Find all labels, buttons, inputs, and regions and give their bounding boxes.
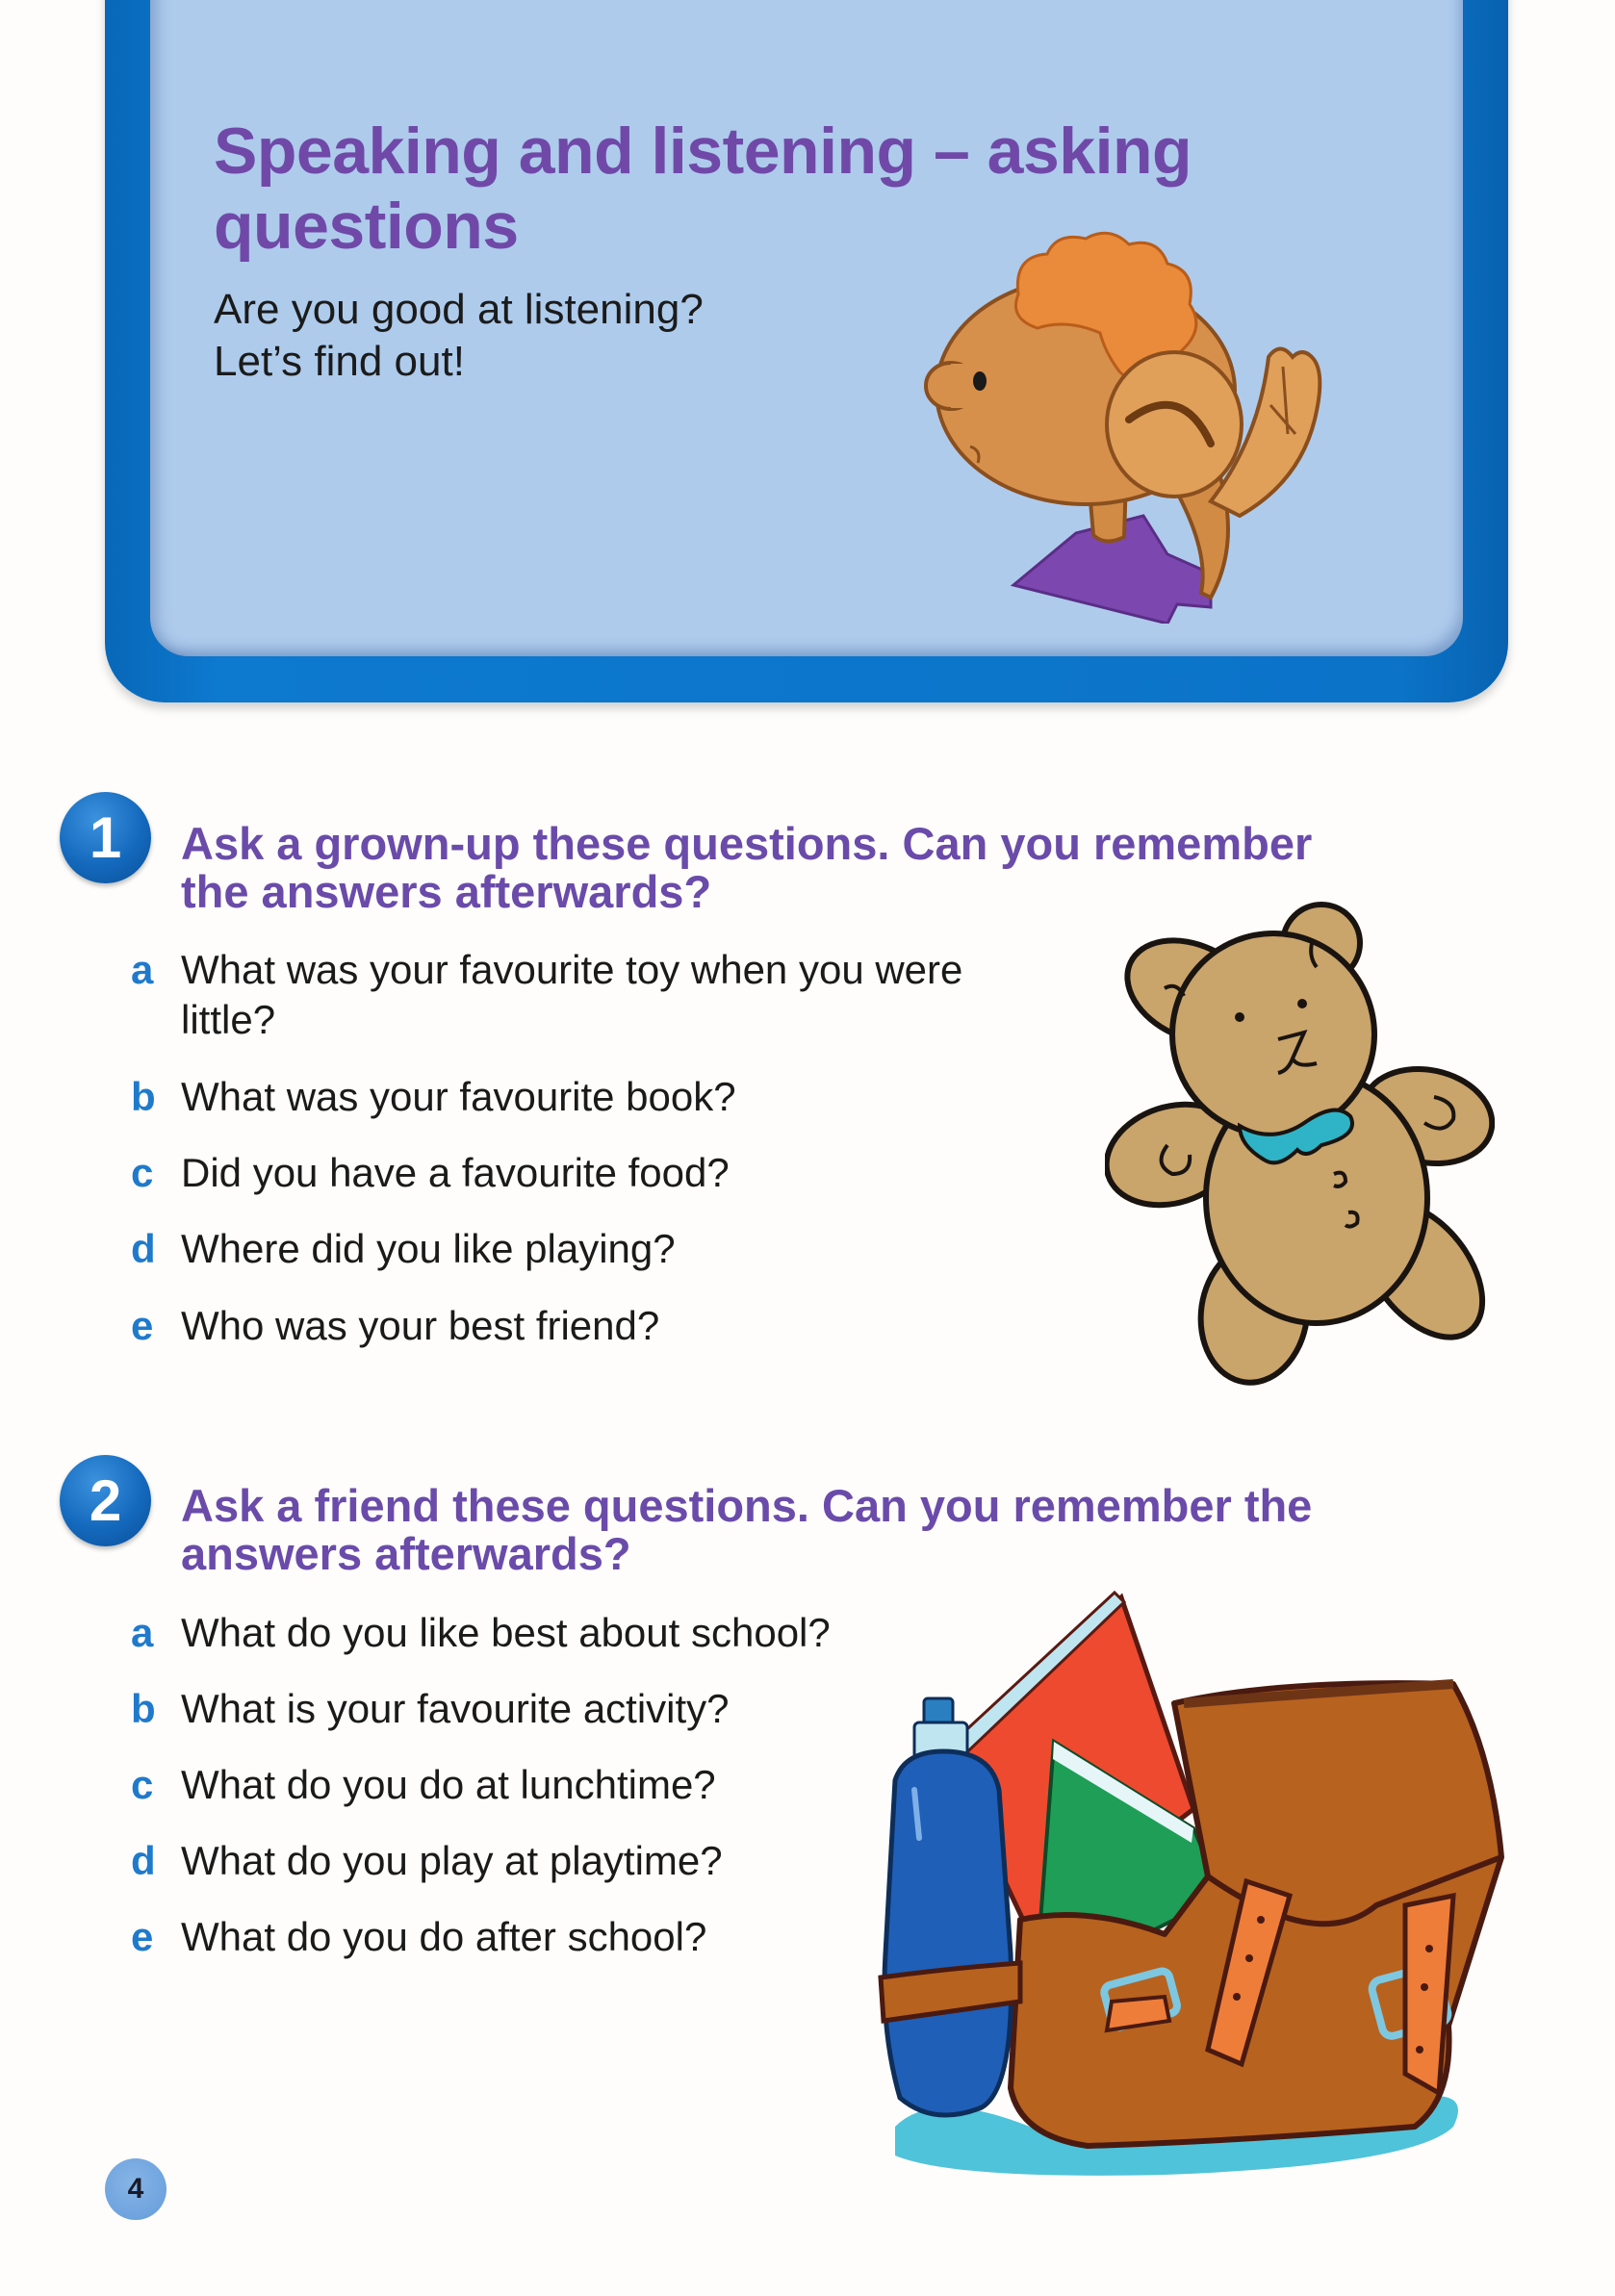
question-item <box>131 1684 997 1734</box>
exercise-number-badge: 2 <box>60 1455 151 1546</box>
page-title: Speaking and listening – asking questions <box>214 115 1192 263</box>
item-letter: a <box>131 1610 154 1655</box>
exercise-heading: Ask a grown-up these questions. Can you remember the answers afterwards? <box>181 818 1313 917</box>
item-text: What do you like best about school? <box>181 1610 831 1655</box>
question-item <box>131 945 997 1045</box>
question-item <box>131 1912 997 1962</box>
item-letter: c <box>131 1762 154 1807</box>
question-item <box>131 1760 997 1810</box>
item-letter: c <box>131 1150 154 1195</box>
item-letter: e <box>131 1303 154 1348</box>
subtitle-line: Are you good at listening? <box>214 286 704 333</box>
item-letter: e <box>131 1914 154 1959</box>
question-item <box>131 1608 997 1658</box>
question-item <box>131 1148 997 1198</box>
item-letter: d <box>131 1226 156 1271</box>
item-letter: d <box>131 1838 156 1883</box>
item-text: Who was your best friend? <box>181 1303 660 1348</box>
question-item <box>131 1301 997 1351</box>
item-text: What do you do after school? <box>181 1914 707 1959</box>
intro-subtitle <box>214 284 887 388</box>
exercise-heading: Ask a friend these questions. Can you remember the answers afterwards? <box>181 1480 1313 1579</box>
teddy-bear-icon <box>1105 900 1495 1389</box>
item-letter: b <box>131 1074 156 1119</box>
item-letter: b <box>131 1686 156 1731</box>
exercise-number-badge: 1 <box>60 792 151 883</box>
item-text: What is your favourite activity? <box>181 1686 730 1731</box>
question-item <box>131 1836 997 1886</box>
item-text: What do you do at lunchtime? <box>181 1762 716 1807</box>
question-item <box>131 1072 997 1122</box>
page-number: 4 <box>105 2158 167 2220</box>
item-letter: a <box>131 947 154 992</box>
school-bag-icon <box>876 1588 1506 2194</box>
item-text: What was your favourite book? <box>181 1074 736 1119</box>
item-text: Where did you like playing? <box>181 1226 676 1271</box>
item-text: What do you play at playtime? <box>181 1838 723 1883</box>
question-item <box>131 1224 997 1274</box>
subtitle-line: Let’s find out! <box>214 338 465 385</box>
item-text: Did you have a favourite food? <box>181 1150 730 1195</box>
item-text: What was your favourite toy when you were little? <box>181 947 963 1042</box>
boy-listening-icon <box>922 227 1326 624</box>
